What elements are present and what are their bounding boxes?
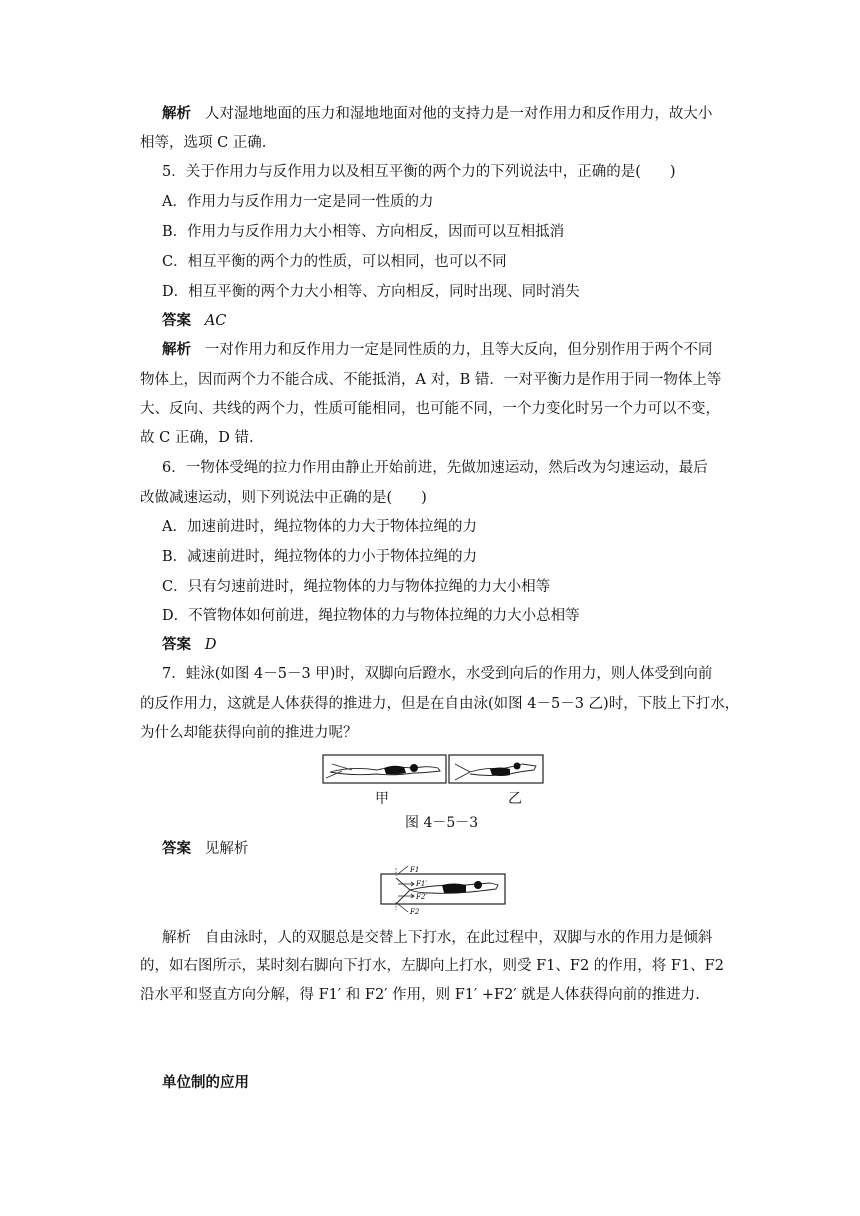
q5-explanation-line-4: 故 C 正确，D 错.	[140, 430, 254, 446]
q7-answer	[162, 839, 248, 859]
q4-explanation-text-1: 人对湿地地面的压力和湿地地面对他的支持力是一对作用力和反作用力，故大小	[204, 106, 713, 122]
q7-explanation-text-1: 自由泳时，人的双腿总是交替上下打水，在此过程中，双脚与水的作用力是倾斜	[204, 930, 713, 946]
force-label-f2: F2	[410, 908, 420, 914]
force-diagram	[380, 864, 506, 914]
answer-label: 答案	[162, 636, 191, 653]
q7-answer-value: 见解析	[204, 841, 249, 857]
q7-explanation-line-2: 的，如右图所示，某时刻右脚向下打水，左脚向上打水，则受 F1、F2 的作用，将 F1、F2	[140, 958, 724, 974]
q5-explanation-line-2: 物体上，因而两个力不能合成、不能抵消，A 对，B 错．一对平衡力是作用于同一物体上等	[140, 372, 722, 388]
q4-explanation-line-1	[162, 104, 712, 124]
q6-answer-value: D	[204, 637, 217, 653]
q6-answer	[162, 635, 216, 655]
freestyle-panel	[449, 755, 543, 783]
swimmer-figure	[322, 754, 544, 786]
answer-label: 答案	[162, 840, 191, 857]
q6-stem-line-2: 改做减速运动，则下列说法中正确的是( )	[140, 490, 427, 506]
explanation-label: 解析	[162, 105, 191, 122]
q7-stem-line-2: 的反作用力，这就是人体获得的推进力，但是在自由泳(如图 4－5－3 乙)时，下肢上下打水，	[140, 696, 740, 712]
force-label-f1: F1	[410, 866, 420, 874]
q6-option-b: B．减速前进时，绳拉物体的力小于物体拉绳的力	[162, 549, 478, 565]
figure-label-jia: 甲	[375, 791, 389, 807]
q6-option-c: C．只有匀速前进时，绳拉物体的力与物体拉绳的力大小相等	[162, 579, 551, 595]
q5-explanation-line-3: 大、反向、共线的两个力，性质可能相同，也可能不同，一个力变化时另一个力可以不变，	[140, 401, 720, 417]
explanation-label: 解析	[162, 341, 191, 358]
q6-stem-line-1: 6．一物体受绳的拉力作用由静止开始前进，先做加速运动，然后改为匀速运动，最后	[162, 460, 708, 476]
q5-explanation-line-1	[162, 340, 712, 360]
force-label-f1-prime: F1′	[416, 880, 427, 888]
q5-answer	[162, 311, 226, 331]
q7-explanation-line-3: 沿水平和竖直方向分解，得 F1′ 和 F2′ 作用，则 F1′ +F2′ 就是人体获得向前的推进力.	[140, 987, 700, 1003]
explanation-label: 解析	[162, 930, 191, 946]
q5-answer-value: AC	[204, 313, 227, 329]
q7-explanation-line-1	[162, 928, 712, 948]
answer-label: 答案	[162, 312, 191, 329]
q5-option-b: B．作用力与反作用力大小相等、方向相反，因而可以互相抵消	[162, 224, 565, 240]
q5-stem: 5．关于作用力与反作用力以及相互平衡的两个力的下列说法中，正确的是( )	[162, 164, 676, 180]
force-label-f2-prime: F2′	[416, 893, 427, 901]
section-title: 单位制的应用	[162, 1074, 249, 1091]
q5-option-c: C．相互平衡的两个力的性质，可以相同，也可以不同	[162, 254, 507, 270]
q6-option-a: A．加速前进时，绳拉物体的力大于物体拉绳的力	[162, 519, 477, 535]
q5-explanation-text-1: 一对作用力和反作用力一定是同性质的力，且等大反向，但分别作用于两个不同	[204, 342, 713, 358]
breaststroke-panel	[323, 755, 446, 783]
q6-option-d: D．不管物体如何前进，绳拉物体的力与物体拉绳的力大小总相等	[162, 608, 580, 624]
q5-option-d: D．相互平衡的两个力大小相等、方向相反，同时出现、同时消失	[162, 284, 580, 300]
q7-stem-line-1: 7．蛙泳(如图 4－5－3 甲)时，双脚向后蹬水，水受到向后的作用力，则人体受到向前	[162, 666, 713, 682]
figure-caption: 图 4－5－3	[405, 815, 479, 831]
q7-stem-line-3: 为什么却能获得向前的推进力呢？	[140, 725, 358, 741]
q5-option-a: A．作用力与反作用力一定是同一性质的力	[162, 194, 434, 210]
q4-explanation-line-2: 相等，选项 C 正确.	[140, 135, 267, 151]
figure-label-yi: 乙	[508, 791, 522, 807]
